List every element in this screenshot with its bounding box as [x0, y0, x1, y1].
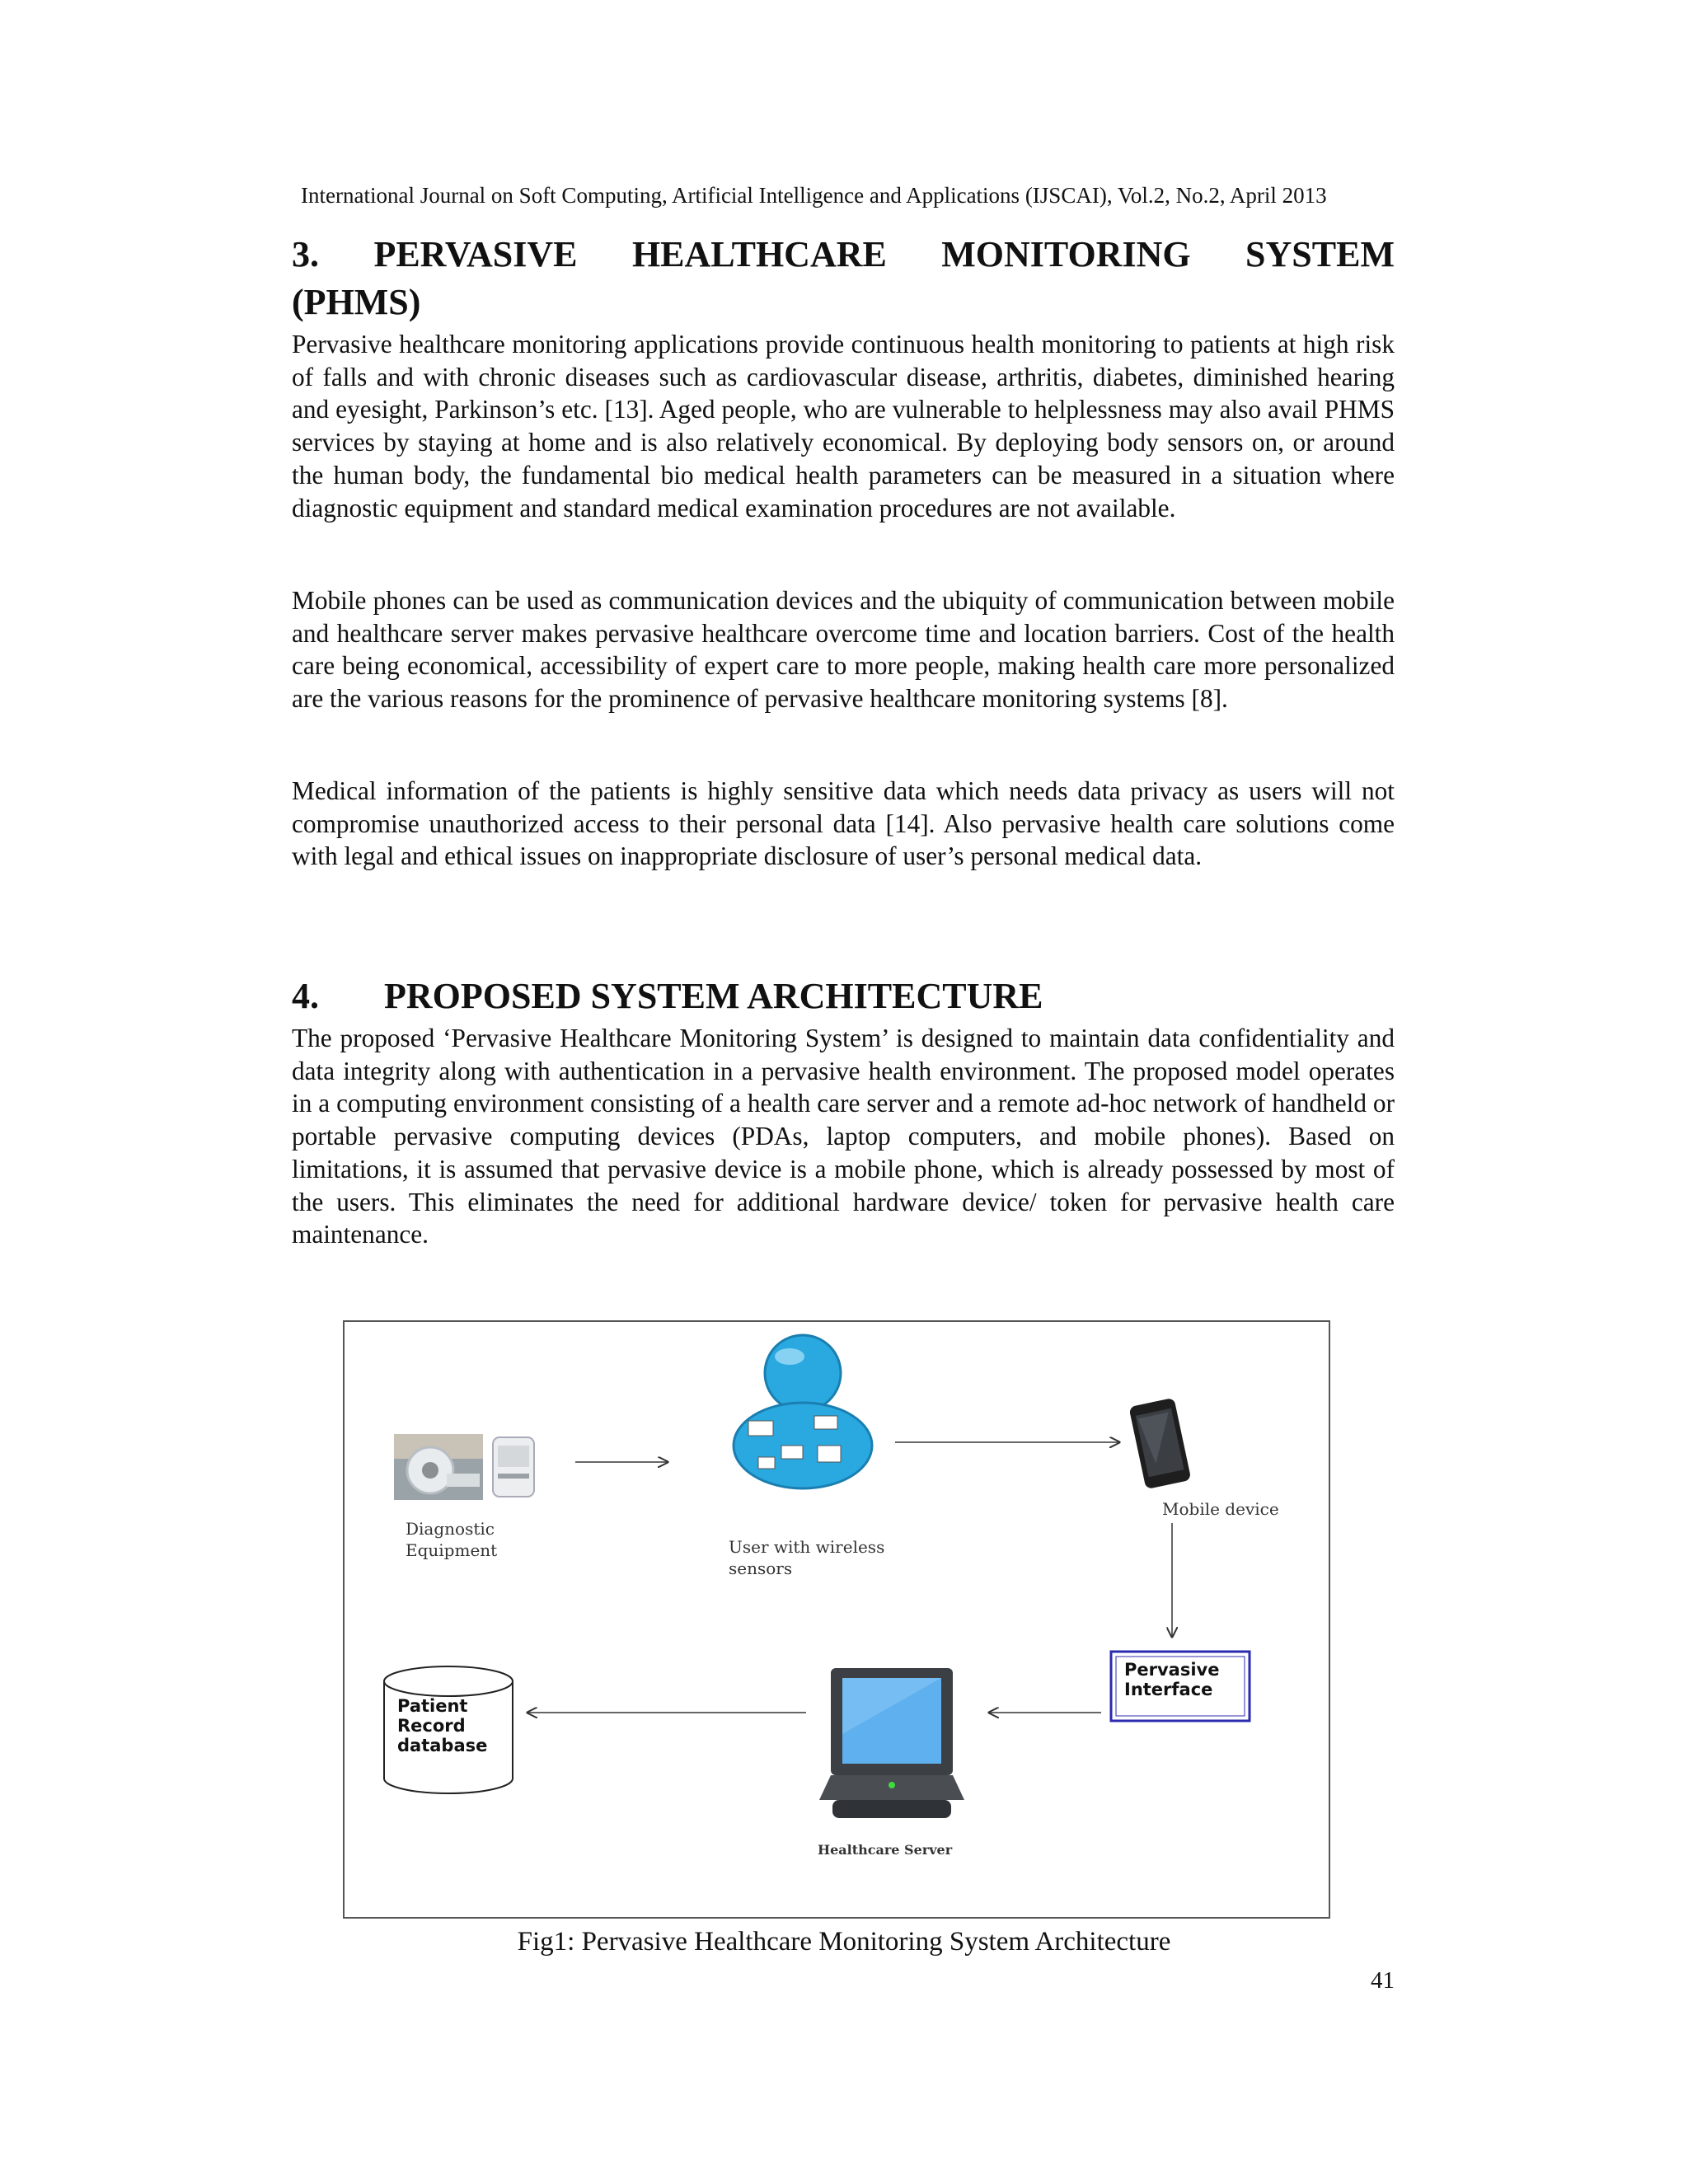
architecture-diagram	[345, 1322, 1329, 1917]
diagnostic-equipment-icon	[394, 1434, 534, 1500]
section-3-number: 3.	[292, 234, 319, 274]
section-4	[292, 972, 1395, 1020]
figure-caption: Fig1: Pervasive Healthcare Monitoring System Architecture	[517, 1927, 1171, 1957]
monitor-icon	[819, 1668, 964, 1818]
section-3-title-word: SYSTEM	[1245, 234, 1395, 274]
page-number: 41	[1371, 1967, 1395, 1994]
diagnostic-equipment-label: Diagnostic Equipment	[406, 1519, 498, 1560]
pervasive-interface-label: Pervasive Interface	[1124, 1660, 1220, 1699]
section-3-title-word: PERVASIVE	[373, 234, 578, 274]
section-4-heading	[292, 972, 1395, 1020]
paragraph: Mobile phones can be used as communication devices and the ubiquity of communication between mobile and healthcare server makes pervasive healthcare overcome time and location barriers. Cost of the health care being economical, accessibility of expert care to more people, making health care more personalized are the various reasons for the prominence of pervasive healthcare monitoring systems [8].	[292, 586, 1395, 714]
section-3-title-word: HEALTHCARE	[631, 234, 887, 274]
section-4-title: PROPOSED SYSTEM ARCHITECTURE	[384, 976, 1043, 1016]
section-3	[292, 231, 1395, 326]
patient-record-label: Patient Record database	[397, 1696, 488, 1755]
user-sensors-icon	[734, 1335, 872, 1488]
mobile-device-label: Mobile device	[1162, 1499, 1279, 1519]
paragraph: Pervasive healthcare monitoring applications provide continuous health monitoring to patients at high risk of falls and with chronic diseases such as cardiovascular disease, arthritis, diabetes, diminished hearing and eyesight, Parkinson’s etc. [13]. Aged people, who are vulnerable to helplessness may also avail PHMS services by staying at home and is also relatively economical. By deploying body sensors on, or around the human body, the fundamental bio medical health parameters can be measured in a situation where diagnostic equipment and standard medical examination procedures are not available.	[292, 330, 1395, 523]
user-sensors-label: User with wireless sensors	[729, 1537, 885, 1578]
paragraph: The proposed ‘Pervasive Healthcare Monitoring System’ is designed to maintain data confidentiality and data integrity along with authentication in a pervasive health environment. The proposed model operates in a computing environment consisting of a health care server and a remote ad-hoc network of handheld or portable pervasive computing devices (PDAs, laptop computers, and mobile phones). Based on limitations, it is assumed that pervasive device is a mobile phone, which is already possessed by most of the users. This eliminates the need for additional hardware device/ token for pervasive health care maintenance.	[292, 1024, 1395, 1249]
section-3-title-word: MONITORING	[941, 234, 1191, 274]
section-4-number: 4.	[292, 976, 319, 1016]
mobile-phone-icon	[1128, 1398, 1191, 1489]
paragraph: Medical information of the patients is highly sensitive data which needs data privacy as users will not compromise unauthorized access to their personal data [14]. Also pervasive health care solutions come with legal and ethical issues on inappropriate disclosure of user’s personal medical data.	[292, 776, 1395, 871]
healthcare-server-label: Healthcare Server	[818, 1842, 953, 1858]
section-3-heading	[292, 231, 1395, 279]
architecture-figure	[343, 1320, 1330, 1919]
running-header: International Journal on Soft Computing, Artificial Intelligence and Applications (IJSCAI), Vol.2, No.2, April 2013	[301, 183, 1327, 208]
section-3-heading-line2: (PHMS)	[292, 282, 421, 322]
